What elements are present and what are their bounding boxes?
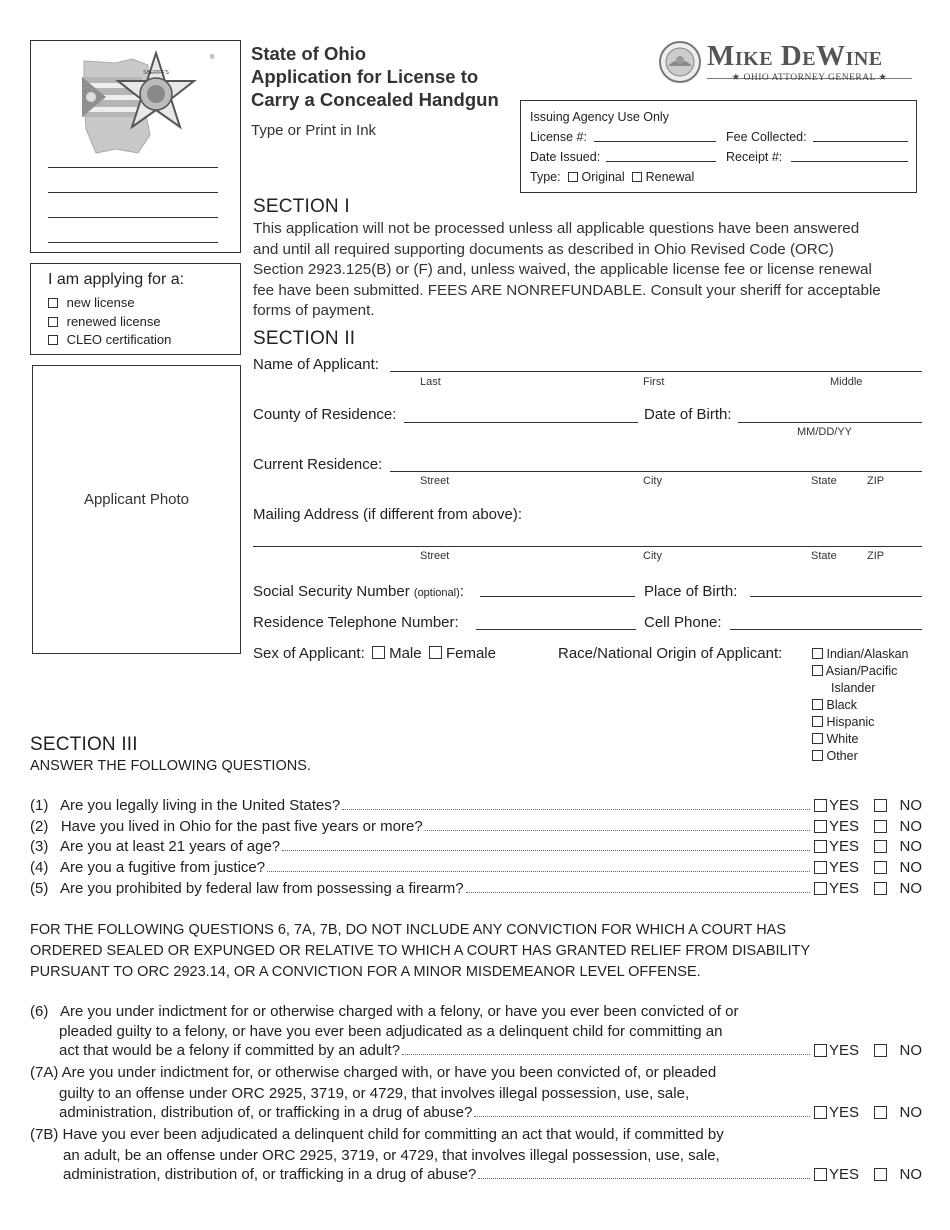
question-7a-line-1: (7A) Are you under indictment for, or otherwise charged with, or have you been convicted of, or pleaded bbox=[30, 1064, 717, 1081]
license-number-field[interactable] bbox=[594, 141, 716, 142]
q3-yes-label: YES bbox=[829, 838, 860, 855]
q2-yes-label: YES bbox=[829, 818, 860, 835]
q6-no-option[interactable] bbox=[874, 1042, 922, 1059]
section-1-line-2: and until all required supporting documents as described in Ohio Revised Code (ORC) bbox=[253, 240, 834, 258]
question-7a-line-3: administration, distribution of, or trafficking in a drug of abuse? bbox=[59, 1104, 473, 1121]
q7a-yes-label: YES bbox=[829, 1104, 860, 1121]
applicant-photo-box[interactable] bbox=[32, 365, 241, 654]
mailing-label: Mailing Address (if different from above): bbox=[253, 506, 523, 523]
original-checkbox[interactable] bbox=[568, 172, 578, 182]
question-7b-leader bbox=[478, 1178, 810, 1179]
q6-no-checkbox[interactable] bbox=[874, 1044, 887, 1057]
title-line-3: Carry a Concealed Handgun bbox=[251, 89, 499, 110]
question-6-answers bbox=[814, 1042, 922, 1059]
race-options bbox=[812, 646, 909, 765]
dob-format-caption: MM/DD/YY bbox=[797, 426, 852, 438]
seal-line-3 bbox=[48, 217, 218, 218]
question-6-line-1: (6) Are you under indictment for or otherwise charged with a felony, or have you ever been convicted of or bbox=[30, 1003, 739, 1020]
asian-checkbox[interactable] bbox=[812, 665, 823, 676]
question-2-leader bbox=[425, 830, 810, 831]
ohio-seal-icon bbox=[658, 40, 702, 84]
q2-no-option[interactable] bbox=[874, 818, 922, 835]
q2-no-checkbox[interactable] bbox=[874, 820, 887, 833]
ag-title: ★ OHIO ATTORNEY GENERAL ★ bbox=[731, 73, 888, 83]
name-last-caption: Last bbox=[420, 376, 441, 388]
renewal-label: Renewal bbox=[645, 170, 695, 184]
phone-label: Residence Telephone Number: bbox=[253, 614, 459, 631]
indian-checkbox[interactable] bbox=[812, 648, 823, 659]
question-7a-line-2: guilty to an offense under ORC 2925, 3719, or 4729, that involves illegal possession, use, sale, bbox=[59, 1085, 690, 1102]
renewal-checkbox[interactable] bbox=[632, 172, 642, 182]
title-line-1: State of Ohio bbox=[251, 43, 367, 64]
form-title bbox=[251, 42, 499, 111]
ag-name: Mike DeWine bbox=[707, 40, 883, 72]
agency-type-row bbox=[530, 170, 694, 184]
ssn-label bbox=[253, 583, 464, 600]
question-3-leader bbox=[282, 850, 810, 851]
section-1-line-3: Section 2923.125(B) or (F) and, unless waived, the applicable license fee or license renewal bbox=[253, 261, 872, 279]
current-residence-label: Current Residence: bbox=[253, 456, 383, 473]
female-label: Female bbox=[445, 645, 496, 662]
sheriff-star-seal-icon bbox=[76, 49, 216, 161]
cleo-label: CLEO certification bbox=[66, 332, 172, 347]
section-3-title: SECTION III bbox=[30, 734, 138, 755]
pob-field[interactable] bbox=[750, 596, 922, 597]
applying-title: I am applying for a: bbox=[48, 271, 185, 288]
license-number-label: License #: bbox=[530, 130, 587, 144]
dob-label: Date of Birth: bbox=[644, 406, 732, 423]
q7b-no-option[interactable] bbox=[874, 1166, 922, 1183]
question-7b-line-1: (7B) Have you ever been adjudicated a delinquent child for committing an act that would, if committed by bbox=[30, 1126, 724, 1143]
sex-label: Sex of Applicant: bbox=[253, 645, 365, 662]
sex-row bbox=[253, 645, 496, 662]
dob-field[interactable] bbox=[738, 422, 922, 423]
type-label: Type: bbox=[530, 170, 561, 184]
section-1-text bbox=[253, 219, 881, 322]
q6-yes-option[interactable] bbox=[814, 1042, 859, 1059]
question-5-text: (5) Are you prohibited by federal law from possessing a firearm? bbox=[30, 880, 464, 897]
q4-yes-option[interactable] bbox=[814, 859, 859, 876]
phone-field[interactable] bbox=[476, 629, 636, 630]
q4-no-label: NO bbox=[899, 859, 922, 876]
q7a-yes-option[interactable] bbox=[814, 1104, 859, 1121]
q5-yes-label: YES bbox=[829, 880, 860, 897]
agency-title: Issuing Agency Use Only bbox=[530, 110, 669, 124]
mailing-city-caption: City bbox=[643, 550, 662, 562]
question-7b-line-3: administration, distribution of, or trafficking in a drug of abuse? bbox=[63, 1166, 477, 1183]
ssn-colon: : bbox=[459, 583, 464, 600]
q3-no-checkbox[interactable] bbox=[874, 840, 887, 853]
ssn-field[interactable] bbox=[480, 596, 635, 597]
cell-label: Cell Phone: bbox=[644, 614, 722, 631]
cleo-checkbox[interactable] bbox=[48, 335, 58, 345]
section-2-title: SECTION II bbox=[253, 328, 356, 349]
note-line-1: FOR THE FOLLOWING QUESTIONS 6, 7A, 7B, DO NOT INCLUDE ANY CONVICTION FOR WHICH A COURT HAS bbox=[30, 922, 787, 938]
white-checkbox[interactable] bbox=[812, 733, 823, 744]
section-1-line-1: This application will not be processed unless all applicable questions have been answered bbox=[253, 220, 860, 237]
q2-no-label: NO bbox=[899, 818, 922, 835]
mailing-field[interactable] bbox=[253, 546, 922, 547]
title-line-2: Application for License to bbox=[251, 66, 479, 87]
q4-yes-checkbox[interactable] bbox=[814, 861, 827, 874]
question-1 bbox=[30, 797, 922, 814]
question-6-line-3: act that would be a felony if committed by an adult? bbox=[59, 1042, 401, 1059]
name-field[interactable] bbox=[390, 371, 922, 372]
question-1-answers bbox=[814, 797, 922, 814]
q5-no-checkbox[interactable] bbox=[874, 882, 887, 895]
other-label: Other bbox=[826, 749, 858, 763]
q7b-yes-option[interactable] bbox=[814, 1166, 859, 1183]
mailing-state-caption: State bbox=[811, 550, 837, 562]
white-label: White bbox=[826, 732, 859, 746]
question-2-answers bbox=[814, 818, 922, 835]
applying-for-box bbox=[30, 263, 241, 355]
black-label: Black bbox=[826, 698, 858, 712]
question-4-text: (4) Are you a fugitive from justice? bbox=[30, 859, 266, 876]
q1-yes-label: YES bbox=[829, 797, 860, 814]
renewed-license-label: renewed license bbox=[66, 314, 161, 329]
male-label: Male bbox=[389, 645, 422, 662]
q1-no-label: NO bbox=[899, 797, 922, 814]
q1-yes-checkbox[interactable] bbox=[814, 799, 827, 812]
name-label: Name of Applicant: bbox=[253, 356, 379, 373]
applying-option-renewed bbox=[48, 314, 161, 329]
county-label: County of Residence: bbox=[253, 406, 397, 423]
q4-yes-label: YES bbox=[829, 859, 860, 876]
question-6-leader bbox=[402, 1054, 810, 1055]
q3-no-option[interactable] bbox=[874, 838, 922, 855]
current-street-caption: Street bbox=[420, 475, 450, 487]
q7b-no-checkbox[interactable] bbox=[874, 1168, 887, 1181]
female-checkbox[interactable] bbox=[429, 646, 442, 659]
indian-label: Indian/Alaskan bbox=[826, 647, 909, 661]
section-1-line-4: fee have been submitted. FEES ARE NONREFUNDABLE. Consult your sheriff for acceptable bbox=[253, 281, 881, 299]
applying-option-new bbox=[48, 295, 135, 310]
conviction-note bbox=[30, 920, 810, 983]
race-option-black bbox=[812, 697, 909, 714]
q7a-yes-checkbox[interactable] bbox=[814, 1106, 827, 1119]
section-1-line-5: forms of payment. bbox=[253, 302, 375, 320]
question-6 bbox=[59, 1042, 922, 1059]
question-3-answers bbox=[814, 838, 922, 855]
new-license-checkbox[interactable] bbox=[48, 298, 58, 308]
hispanic-label: Hispanic bbox=[826, 715, 875, 729]
county-field[interactable] bbox=[404, 422, 638, 423]
q4-no-option[interactable] bbox=[874, 859, 922, 876]
q6-yes-label: YES bbox=[829, 1042, 860, 1059]
new-license-label: new license bbox=[66, 295, 135, 310]
issuing-agency-box bbox=[520, 100, 917, 193]
q3-yes-option[interactable] bbox=[814, 838, 859, 855]
section-3-subtitle: ANSWER THE FOLLOWING QUESTIONS. bbox=[30, 758, 311, 774]
question-4 bbox=[30, 859, 922, 876]
q2-yes-option[interactable] bbox=[814, 818, 859, 835]
cell-field[interactable] bbox=[730, 629, 922, 630]
question-7a bbox=[59, 1104, 922, 1121]
seal-line-1 bbox=[48, 167, 218, 168]
date-issued-field[interactable] bbox=[606, 161, 716, 162]
q5-yes-checkbox[interactable] bbox=[814, 882, 827, 895]
question-7b-answers bbox=[814, 1166, 922, 1183]
current-city-caption: City bbox=[643, 475, 662, 487]
name-first-caption: First bbox=[643, 376, 665, 388]
question-1-text: (1) Are you legally living in the United States? bbox=[30, 797, 341, 814]
q2-yes-checkbox[interactable] bbox=[814, 820, 827, 833]
q7a-no-option[interactable] bbox=[874, 1104, 922, 1121]
mailing-zip-caption: ZIP bbox=[867, 550, 885, 562]
receipt-field[interactable] bbox=[791, 161, 908, 162]
seal-line-2 bbox=[48, 192, 218, 193]
question-7b-line-2: an adult, be an offense under ORC 2925, 3719, or 4729, that involves illegal possession, use, sale, bbox=[63, 1147, 720, 1164]
current-residence-field[interactable] bbox=[390, 471, 922, 472]
question-5-answers bbox=[814, 880, 922, 897]
q7b-yes-label: YES bbox=[829, 1166, 860, 1183]
question-3-text: (3) Are you at least 21 years of age? bbox=[30, 838, 281, 855]
applying-option-cleo bbox=[48, 332, 171, 347]
q7b-no-label: NO bbox=[899, 1166, 922, 1183]
note-line-3: PURSUANT TO ORC 2923.14, OR A CONVICTION FOR A MINOR MISDEMEANOR LEVEL OFFENSE. bbox=[30, 964, 701, 980]
ssn-label-text: Social Security Number bbox=[253, 583, 410, 600]
islander-label: Islander bbox=[831, 681, 876, 695]
race-label: Race/National Origin of Applicant: bbox=[558, 645, 783, 662]
note-line-2: ORDERED SEALED OR EXPUNGED OR RELATIVE TO WHICH A COURT HAS GRANTED RELIEF FROM DISABILITY bbox=[30, 943, 811, 959]
section-1-title: SECTION I bbox=[253, 196, 350, 217]
asian-label: Asian/Pacific bbox=[825, 664, 898, 678]
q5-no-label: NO bbox=[899, 880, 922, 897]
race-option-indian bbox=[812, 646, 909, 663]
q5-no-option[interactable] bbox=[874, 880, 922, 897]
q1-yes-option[interactable] bbox=[814, 797, 859, 814]
question-7b bbox=[63, 1166, 922, 1183]
q7a-no-checkbox[interactable] bbox=[874, 1106, 887, 1119]
question-6-line-2: pleaded guilty to a felony, or have you ever been adjudicated as a delinquent child for committing an bbox=[59, 1023, 723, 1040]
seal-line-4 bbox=[48, 242, 218, 243]
question-7a-leader bbox=[474, 1116, 810, 1117]
question-5 bbox=[30, 880, 922, 897]
question-5-leader bbox=[466, 892, 810, 893]
question-2 bbox=[30, 818, 922, 835]
q4-no-checkbox[interactable] bbox=[874, 861, 887, 874]
fee-collected-field[interactable] bbox=[813, 141, 908, 142]
q1-no-option[interactable] bbox=[874, 797, 922, 814]
black-checkbox[interactable] bbox=[812, 699, 823, 710]
ssn-optional: (optional) bbox=[413, 587, 460, 599]
date-issued-label: Date Issued: bbox=[530, 150, 601, 164]
hispanic-checkbox[interactable] bbox=[812, 716, 823, 727]
race-option-asian-cont bbox=[812, 680, 909, 697]
name-middle-caption: Middle bbox=[830, 376, 863, 388]
fee-collected-label: Fee Collected: bbox=[726, 130, 807, 144]
q1-no-checkbox[interactable] bbox=[874, 799, 887, 812]
q3-no-label: NO bbox=[899, 838, 922, 855]
ink-instruction: Type or Print in Ink bbox=[251, 122, 377, 139]
question-4-answers bbox=[814, 859, 922, 876]
question-1-leader bbox=[342, 809, 810, 810]
question-4-leader bbox=[267, 871, 810, 872]
mailing-street-caption: Street bbox=[420, 550, 450, 562]
male-checkbox[interactable] bbox=[372, 646, 385, 659]
receipt-label: Receipt #: bbox=[726, 150, 783, 164]
q5-yes-option[interactable] bbox=[814, 880, 859, 897]
race-option-asian bbox=[812, 663, 909, 680]
svg-text:®: ® bbox=[210, 55, 215, 61]
q3-yes-checkbox[interactable] bbox=[814, 840, 827, 853]
original-label: Original bbox=[581, 170, 625, 184]
race-option-white bbox=[812, 731, 909, 748]
applicant-photo-label: Applicant Photo bbox=[83, 491, 190, 508]
q6-yes-checkbox[interactable] bbox=[814, 1044, 827, 1057]
race-option-other bbox=[812, 748, 909, 765]
renewed-license-checkbox[interactable] bbox=[48, 317, 58, 327]
question-7a-answers bbox=[814, 1104, 922, 1121]
q6-no-label: NO bbox=[899, 1042, 922, 1059]
race-option-hispanic bbox=[812, 714, 909, 731]
seal-box bbox=[30, 40, 241, 253]
current-state-caption: State bbox=[811, 475, 837, 487]
question-2-text: (2) Have you lived in Ohio for the past five years or more? bbox=[30, 818, 423, 835]
q7b-yes-checkbox[interactable] bbox=[814, 1168, 827, 1181]
question-3 bbox=[30, 838, 922, 855]
pob-label: Place of Birth: bbox=[644, 583, 738, 600]
q7a-no-label: NO bbox=[899, 1104, 922, 1121]
current-zip-caption: ZIP bbox=[867, 475, 885, 487]
other-checkbox[interactable] bbox=[812, 750, 823, 761]
svg-text:SHERIFF'S: SHERIFF'S bbox=[143, 70, 169, 76]
